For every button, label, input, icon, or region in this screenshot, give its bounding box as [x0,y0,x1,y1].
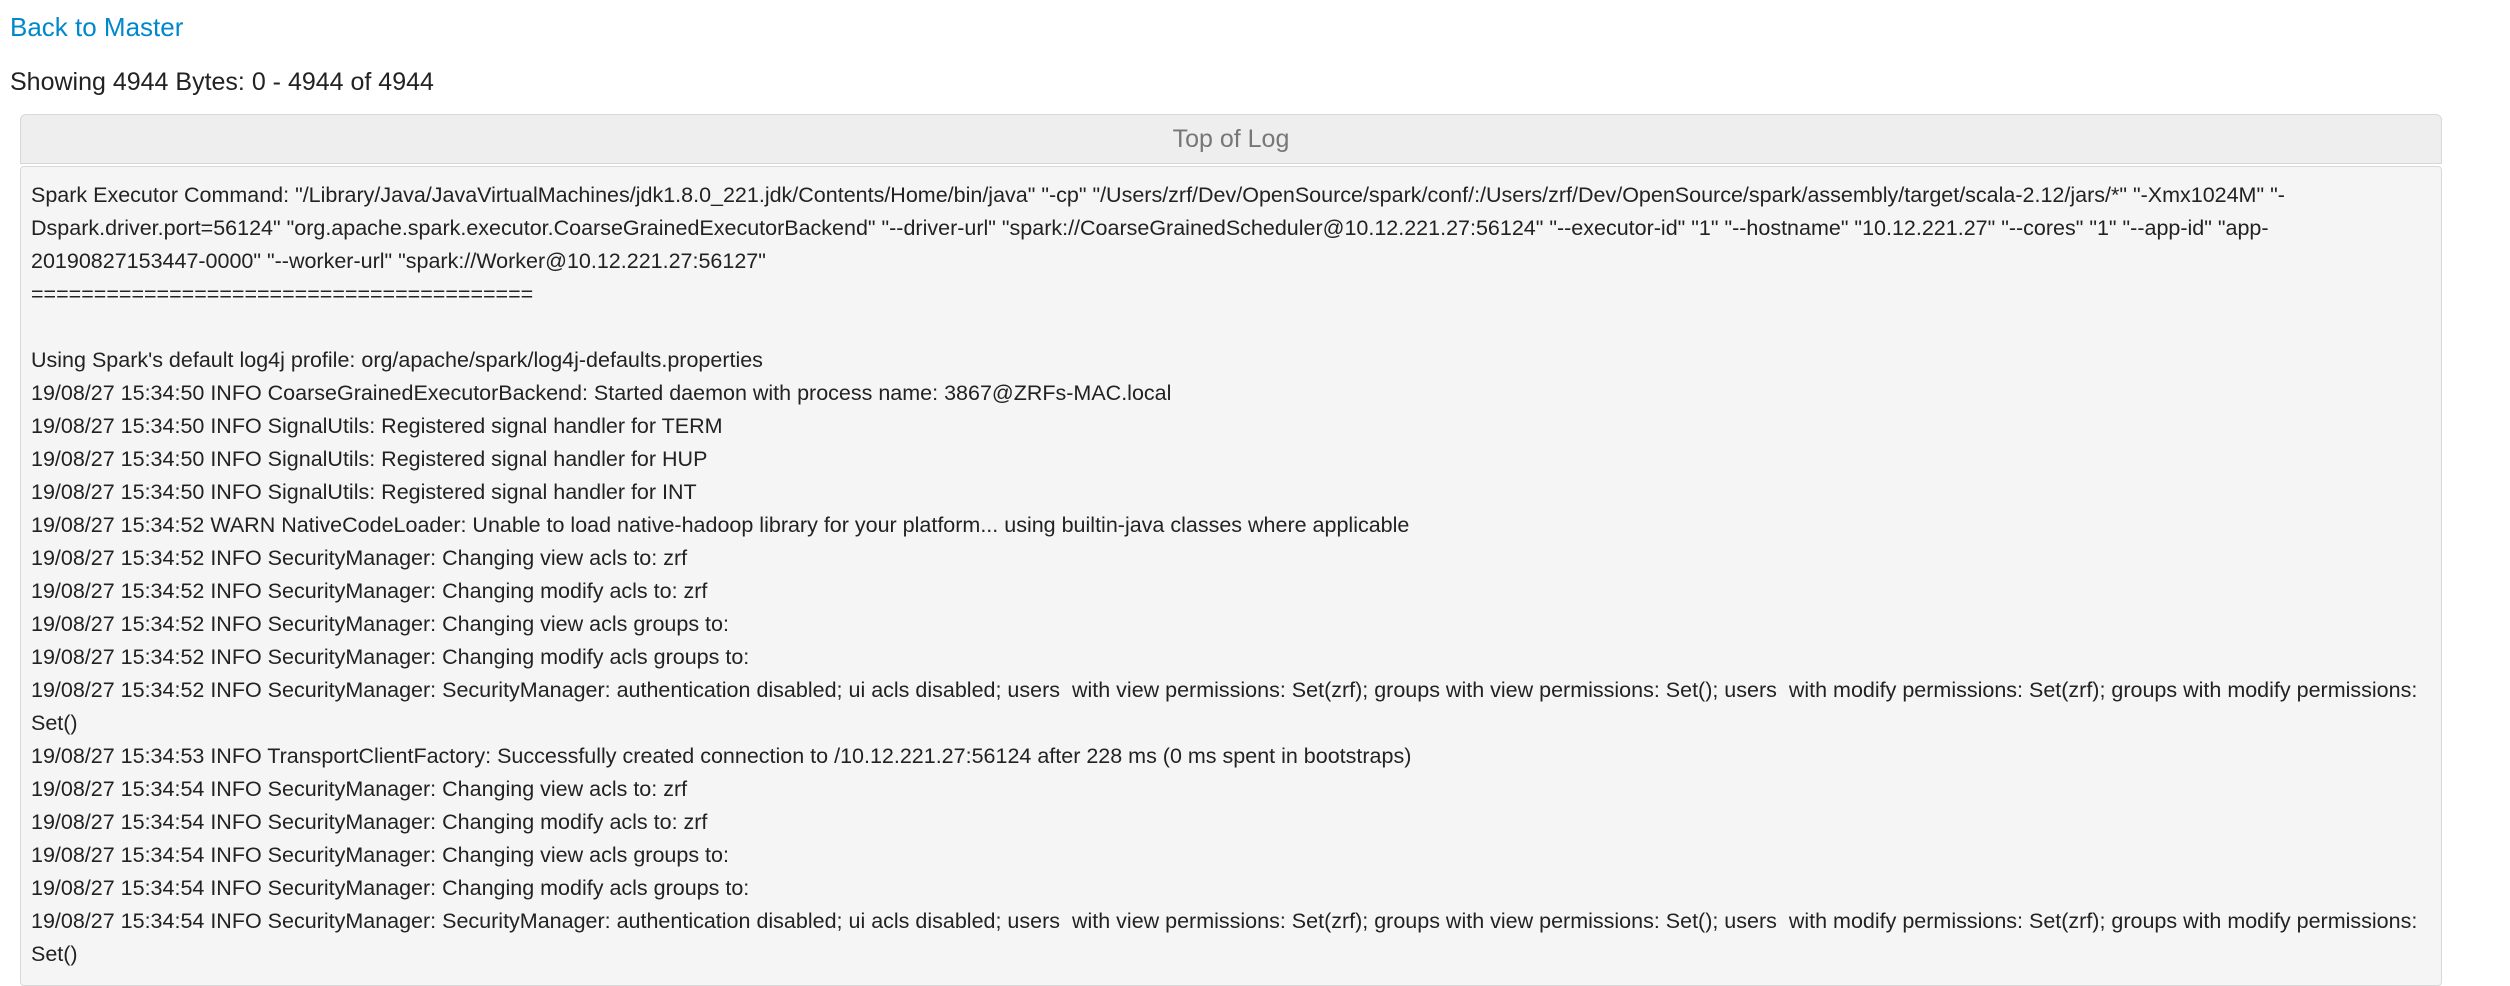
log-line: Using Spark's default log4j profile: org/apache/spark/log4j-defaults.properties [31,348,763,372]
log-line: 19/08/27 15:34:54 INFO SecurityManager: Changing modify acls groups to: [31,876,756,900]
log-line: Spark Executor Command: "/Library/Java/JavaVirtualMachines/jdk1.8.0_221.jdk/Contents/Home/bin/java" "-cp" "/Users/zrf/Dev/OpenSource/spark/conf/:/Users/zrf/Dev/OpenSource/spark/assembly/target/scala-2.12/jars/*" "-Xmx1024M" "-Dspark.driver.port=56124" "org.apache.spark.executor.CoarseGrainedExecutorBackend" "--driver-url" "spark://CoarseGrainedScheduler@10.12.221.27:56124" "--executor-id" "1" "--hostname" "10.12.221.27" "--cores" "1" "--app-id" "app-20190827153447-0000" "--worker-url" "spark://Worker@10.12.221.27:56127" [31,183,2285,273]
log-line: 19/08/27 15:34:50 INFO SignalUtils: Registered signal handler for INT [31,480,697,504]
log-line: 19/08/27 15:34:52 INFO SecurityManager: Changing modify acls groups to: [31,645,756,669]
log-byte-range-summary: Showing 4944 Bytes: 0 - 4944 of 4944 [10,68,434,96]
log-line: 19/08/27 15:34:54 INFO SecurityManager: Changing modify acls to: zrf [31,810,708,834]
back-to-master-link[interactable]: Back to Master [10,12,184,42]
log-line: 19/08/27 15:34:52 INFO SecurityManager: Changing view acls to: zrf [31,546,688,570]
log-content-panel[interactable] [20,166,2442,986]
log-line: 19/08/27 15:34:53 INFO TransportClientFactory: Successfully created connection to /10.12.221.27:56124 after 228 ms (0 ms spent in bootstraps) [31,744,1412,768]
top-of-log-button[interactable]: Top of Log [20,114,2442,164]
log-line: 19/08/27 15:34:50 INFO CoarseGrainedExecutorBackend: Started daemon with process name: 3867@ZRFs-MAC.local [31,381,1172,405]
log-text [31,179,2431,971]
log-line: ======================================== [31,282,534,306]
log-line: 19/08/27 15:34:52 INFO SecurityManager: Changing view acls groups to: [31,612,735,636]
log-line: 19/08/27 15:34:54 INFO SecurityManager: Changing view acls groups to: [31,843,735,867]
log-line: 19/08/27 15:34:52 INFO SecurityManager: Changing modify acls to: zrf [31,579,708,603]
log-line: 19/08/27 15:34:54 INFO SecurityManager: SecurityManager: authentication disabled; ui acls disabled; users with view permissions: Set(zrf); groups with view permissions: Set(); users with modify permissions: Set(zrf); groups with modify permissions: Set() [31,909,2424,966]
log-line: 19/08/27 15:34:50 INFO SignalUtils: Registered signal handler for HUP [31,447,708,471]
log-line: 19/08/27 15:34:54 INFO SecurityManager: Changing view acls to: zrf [31,777,688,801]
log-line: 19/08/27 15:34:50 INFO SignalUtils: Registered signal handler for TERM [31,414,723,438]
log-line [31,311,2431,344]
log-line: 19/08/27 15:34:52 WARN NativeCodeLoader: Unable to load native-hadoop library for your platform... using builtin-java classes where applicable [31,513,1410,537]
log-line: 19/08/27 15:34:52 INFO SecurityManager: SecurityManager: authentication disabled; ui acls disabled; users with view permissions: Set(zrf); groups with view permissions: Set(); users with modify permissions: Set(zrf); groups with modify permissions: Set() [31,678,2424,735]
